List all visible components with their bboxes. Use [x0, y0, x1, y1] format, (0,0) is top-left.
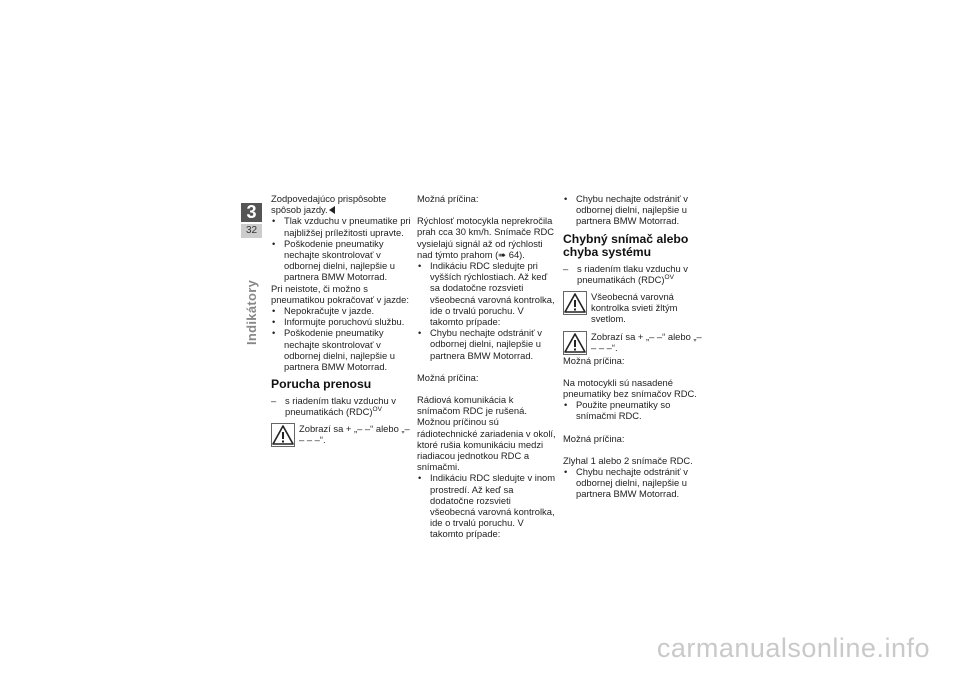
- warning-note: [563, 331, 703, 355]
- bullet-list: [271, 215, 411, 282]
- condition-item: – s riadením tlaku vzduchu v pneumatikách (RDC)$^{OV}$: [271, 395, 411, 417]
- paragraph: Pri neistote, či možno s pneumatikou pokračovať v jazde:: [271, 282, 409, 305]
- warning-note: [563, 291, 703, 325]
- bullet-list: [563, 399, 703, 421]
- warning-note: [271, 423, 411, 447]
- end-mark-icon: [329, 206, 335, 214]
- section-heading: Porucha prenosu: [271, 377, 372, 392]
- list-item: • Tlak vzduchu v pneumatike pri najbližšej príležitosti upravte.: [271, 215, 411, 237]
- option-superscript: OV: [664, 273, 674, 281]
- bullet-list: [271, 305, 411, 372]
- page-number: 32: [241, 224, 262, 238]
- list-item: • Informujte poruchovú službu.: [271, 316, 411, 327]
- chapter-title-vertical: [242, 275, 262, 345]
- cause-label: Možná príčina:: [563, 432, 625, 444]
- option-superscript: OV: [372, 405, 382, 413]
- list-item: • Nepokračujte v jazde.: [271, 305, 411, 316]
- bullet-list: [417, 472, 557, 539]
- warning-triangle-icon: [563, 291, 587, 315]
- warning-text: Všeobecná varovná kontrolka svieti žltým svetlom.: [591, 291, 678, 325]
- list-item: • Chybu nechajte odstrániť v odbornej dielni, najlepšie u partnera BMW Motorrad.: [563, 193, 703, 227]
- column-1: [271, 193, 411, 447]
- warning-triangle-icon: [563, 331, 587, 355]
- bullet-list: [563, 193, 703, 227]
- watermark: carmanualsonline.info: [656, 633, 930, 663]
- cause-label: Možná príčina:: [563, 354, 625, 366]
- cause-text: Zlyhal 1 alebo 2 snímače RDC.: [563, 454, 693, 466]
- column-2: [417, 193, 557, 540]
- bullet-list: [417, 260, 557, 361]
- cause-text: Rádiová komunikácia k snímačom RDC je rušená. Možnou príčinou sú rádiotechnické zariadenia v okolí, ktoré rušia komunikáciu medzi riadiacou jednotkou RDC a snímačmi.: [417, 394, 556, 473]
- cause-text: Rýchlosť motocykla neprekročila prah cca 30 km/h. Snímače RDC vysielajú signál až od rýchlosti nad týmto prahom (➠ 64).: [417, 215, 555, 260]
- cause-label: Možná príčina:: [417, 371, 479, 383]
- warning-text: Zobrazí sa + „– –“ alebo „– – – –“.: [299, 423, 410, 446]
- chapter-number: 3: [241, 203, 262, 222]
- cause-text: Na motocykli sú nasadené pneumatiky bez snímačov RDC.: [563, 376, 697, 400]
- bullet-list: [563, 466, 703, 500]
- warning-text: Zobrazí sa + „– –“ alebo „– – – –“.: [591, 330, 702, 353]
- list-item: • Poškodenie pneumatiky nechajte skontrolovať v odbornej dielni, najlepšie u partnera BMW Motorrad.: [271, 238, 411, 283]
- list-item: • Použite pneumatiky so snímačmi RDC.: [563, 399, 703, 421]
- list-item: • Chybu nechajte odstrániť v odbornej dielni, najlepšie u partnera BMW Motorrad.: [563, 466, 703, 500]
- condition-item: – s riadením tlaku vzduchu v pneumatikách (RDC)$^{OV}$: [563, 263, 703, 285]
- list-item: • Indikáciu RDC sledujte v inom prostredí. Až keď sa dodatočne rozsvieti všeobecná varovná kontrolka, ide o trvalú poruchu. V takomto prípade:: [417, 472, 557, 539]
- intro-text: Zodpovedajúco prispôsobte spôsob jazdy.: [271, 193, 387, 216]
- section-heading: Chybný snímač alebo chyba systému: [563, 231, 689, 260]
- chapter-title-text: Indikátory: [244, 279, 259, 345]
- list-item: • Indikáciu RDC sledujte pri vyšších rýchlostiach. Až keď sa dodatočne rozsvieti všeobecná varovná kontrolka, ide o trvalú poruchu. V takomto prípade:: [417, 260, 557, 327]
- cause-label: Možná príčina:: [417, 193, 479, 204]
- list-item: • Chybu nechajte odstrániť v odbornej dielni, najlepšie u partnera BMW Motorrad.: [417, 327, 557, 361]
- column-3: [563, 193, 703, 500]
- list-item: • Poškodenie pneumatiky nechajte skontrolovať v odbornej dielni, najlepšie u partnera BMW Motorrad.: [271, 327, 411, 372]
- warning-triangle-icon: [271, 423, 295, 447]
